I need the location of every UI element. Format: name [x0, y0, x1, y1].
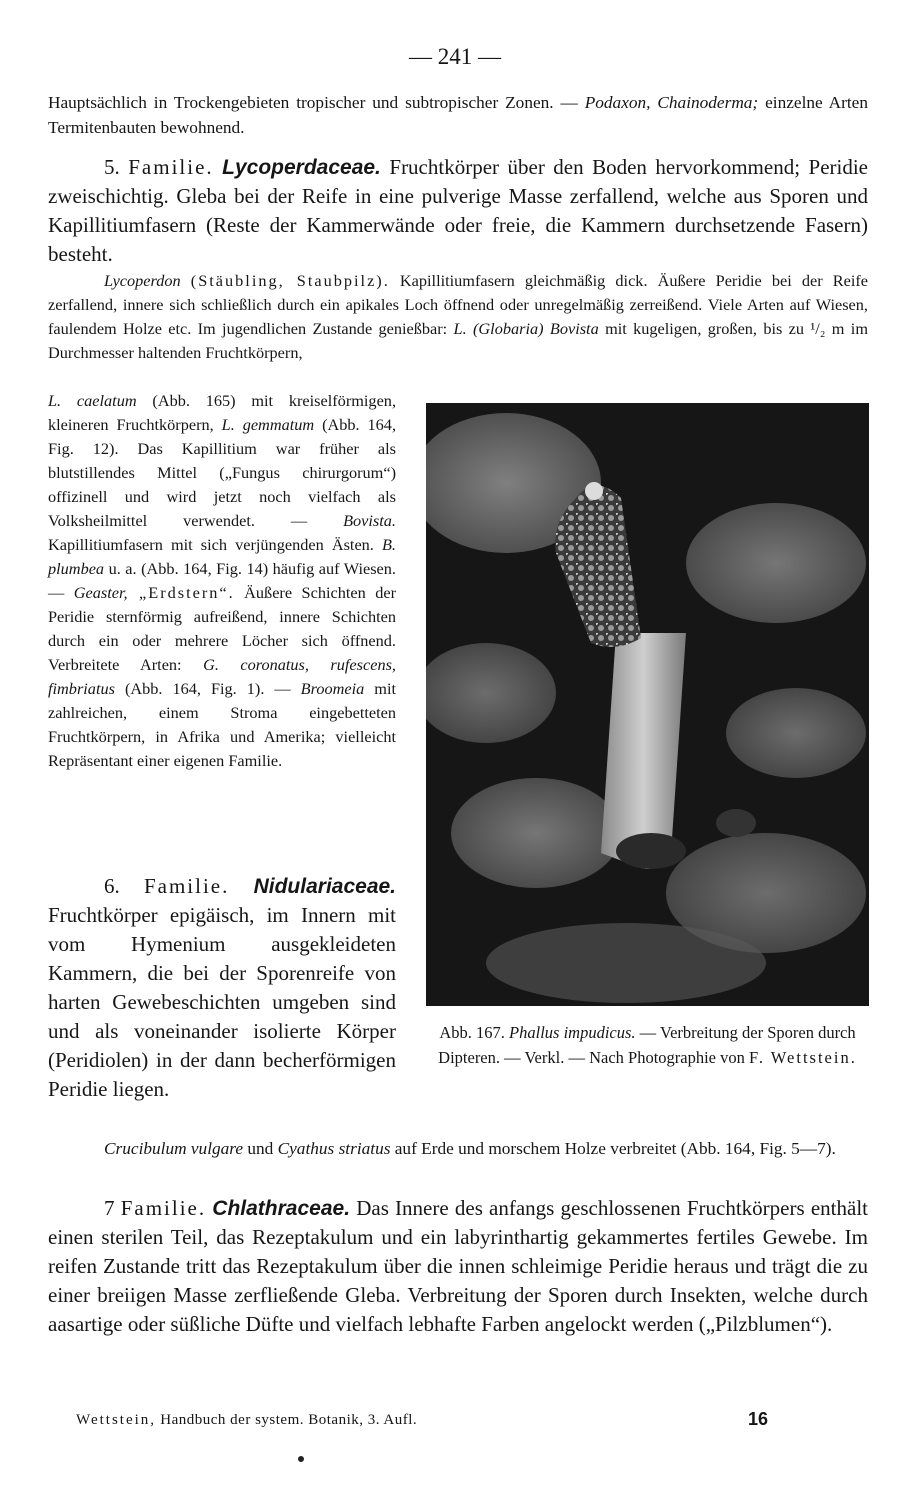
family-7-paragraph	[48, 1194, 868, 1339]
intro-genera: Podaxon, Chainoderma;	[584, 93, 759, 112]
page-number: — 241 —	[409, 44, 501, 69]
species-l-globaria: L. (Globaria) Bovista	[453, 319, 599, 338]
family-7-name: Chlathraceae.	[212, 1197, 351, 1220]
genus-geaster: Geaster,	[73, 583, 128, 602]
footer-author: Wettstein,	[76, 1412, 157, 1428]
genus-lycoperdon: Lycoperdon	[104, 271, 181, 290]
species-crucibulum: Crucibulum vulgare	[104, 1139, 244, 1158]
genus-bovista: Bovista.	[343, 511, 396, 530]
lycoperdon-text-2: mit kugeligen, großen, bis zu ¹/₂ m im Durchmesser haltenden Fruchtkörpern,	[48, 319, 868, 362]
family-5-text: Fruchtkörper über den Boden hervorkommend; Peridie zweischichtig. Gleba bei der Reife in eine pulverige Masse zerfallend, welche aus Sporen und Kapillitiumfasern (Reste der Kammerwände oder freie, die Kammern durchsetzende Fasern) besteht.	[48, 155, 869, 266]
intro-text: Hauptsächlich in Trockengebieten tropischer und subtropischer Zonen. —	[48, 93, 585, 112]
lycoperdon-text-8: (Abb. 164, Fig. 1). —	[114, 679, 301, 698]
geaster-species: G. coronatus, rufescens, fimbriatus	[48, 655, 396, 698]
lycoperdon-paragraph	[48, 269, 868, 365]
species-l-gemmatum: L. gemmatum	[221, 415, 315, 434]
family-5-label: Familie.	[128, 155, 214, 179]
geaster-common-name: „Erdstern“.	[127, 583, 235, 602]
lycoperdon-text-6: u. a. (Abb. 164, Fig. 14) häufig auf Wiesen. —	[48, 559, 396, 602]
figure-number: Abb. 167.	[439, 1023, 505, 1042]
family-7-label: Familie.	[120, 1196, 207, 1220]
family-5-paragraph	[48, 153, 868, 269]
figure-author: F. Wettstein.	[749, 1048, 857, 1067]
family-6-name: Nidulariaceae.	[253, 875, 397, 898]
family-6-paragraph	[48, 872, 396, 1104]
family-5-name: Lycoperdaceae.	[222, 156, 381, 179]
figure-caption	[426, 1020, 869, 1070]
family-6-label: Familie.	[143, 874, 230, 898]
figure-caption-text: — Verbreitung der Sporen durch Dipteren. — Verkl. — Nach Photographie von	[438, 1023, 856, 1067]
footer-book-title	[76, 1412, 417, 1429]
crucibulum-text-1: und	[243, 1139, 278, 1158]
intro-paragraph	[48, 90, 868, 140]
lycoperdon-continued	[48, 389, 396, 773]
genus-broomeia: Broomeia	[300, 679, 365, 698]
species-cyathus: Cyathus striatus	[277, 1139, 391, 1158]
lycoperdon-text-7: Äußere Schichten der Peridie sternförmig aufreißend, innere Schichten durch ein oder mehrere Löcher sich öffnend. Verbreitete Arten:	[48, 583, 396, 674]
family-6-number: 6.	[104, 874, 120, 898]
family-7-number: 7	[104, 1196, 115, 1220]
footer-title-text: Handbuch der system. Botanik, 3. Aufl.	[156, 1412, 418, 1428]
family-7-text: Das Innere des anfangs geschlossenen Fruchtkörpers enthält einen sterilen Teil, das Rezeptakulum und ein labyrinthartig gekammertes fertiles Gewebe. Im reifen Zustande tritt das Rezeptakulum über die innen schleimige Peridie heraus und trägt die zu einer breiigen Masse zerfließende Gleba. Verbreitung der Sporen durch Insekten, welche durch aasartige oder süßliche Düfte und vielfach lebhafte Farben angelockt werden („Pilzblumen“).	[48, 1196, 868, 1336]
species-l-caelatum: L. caelatum	[48, 391, 137, 410]
intro-text-2: einzelne Arten Termitenbauten bewohnend.	[48, 93, 868, 137]
figure-species: Phallus impudicus.	[509, 1023, 636, 1042]
crucibulum-paragraph	[48, 1136, 868, 1161]
family-5-number: 5.	[104, 155, 120, 179]
lycoperdon-text-5: Kapillitiumfasern mit sich verjüngenden Ästen.	[48, 535, 382, 554]
footer-signature: 16	[748, 1409, 769, 1429]
phallus-impudicus-photo	[426, 403, 869, 1006]
print-dot	[298, 1456, 304, 1462]
lycoperdon-text-9: mit zahlreichen, einem Stroma eingebetteten Fruchtkörpern, in Afrika und Amerika; vielleicht Repräsentant einer eigenen Familie.	[48, 679, 396, 770]
lycoperdon-common-names: (Stäubling, Staubpilz).	[190, 271, 390, 290]
lycoperdon-text-1: Kapillitiumfasern gleichmäßig dick. Äußere Peridie bei der Reife zerfallend, innere sich schließlich durch ein apikales Loch öffnend oder unregelmäßig zerreißend. Viele Arten auf Wiesen, faulendem Holze etc. Im jugendlichen Zustande genießbar:	[48, 271, 868, 338]
species-b-plumbea: B. plumbea	[48, 535, 396, 578]
lycoperdon-text-3: (Abb. 165) mit kreiselförmigen, kleineren Fruchtkörpern,	[48, 391, 397, 434]
family-6-text: Fruchtkörper epigäisch, im Innern mit vom Hymenium ausgekleideten Kammern, die bei der Sporenreife von harten Gewebeschichten umgeben sind und als voneinander isolierte Körper (Peridiolen) in der dann becherförmigen Peridie liegen.	[48, 903, 396, 1101]
photo-illustration	[426, 403, 869, 1006]
crucibulum-text-2: auf Erde und morschem Holze verbreitet (Abb. 164, Fig. 5—7).	[390, 1139, 836, 1158]
lycoperdon-text-4: (Abb. 164, Fig. 12). Das Kapillitium war früher als blutstillendes Mittel („Fungus chirurgorum“) offizinell und wird jetzt noch vielfach als Volksheilmittel verwendet. —	[48, 415, 397, 530]
